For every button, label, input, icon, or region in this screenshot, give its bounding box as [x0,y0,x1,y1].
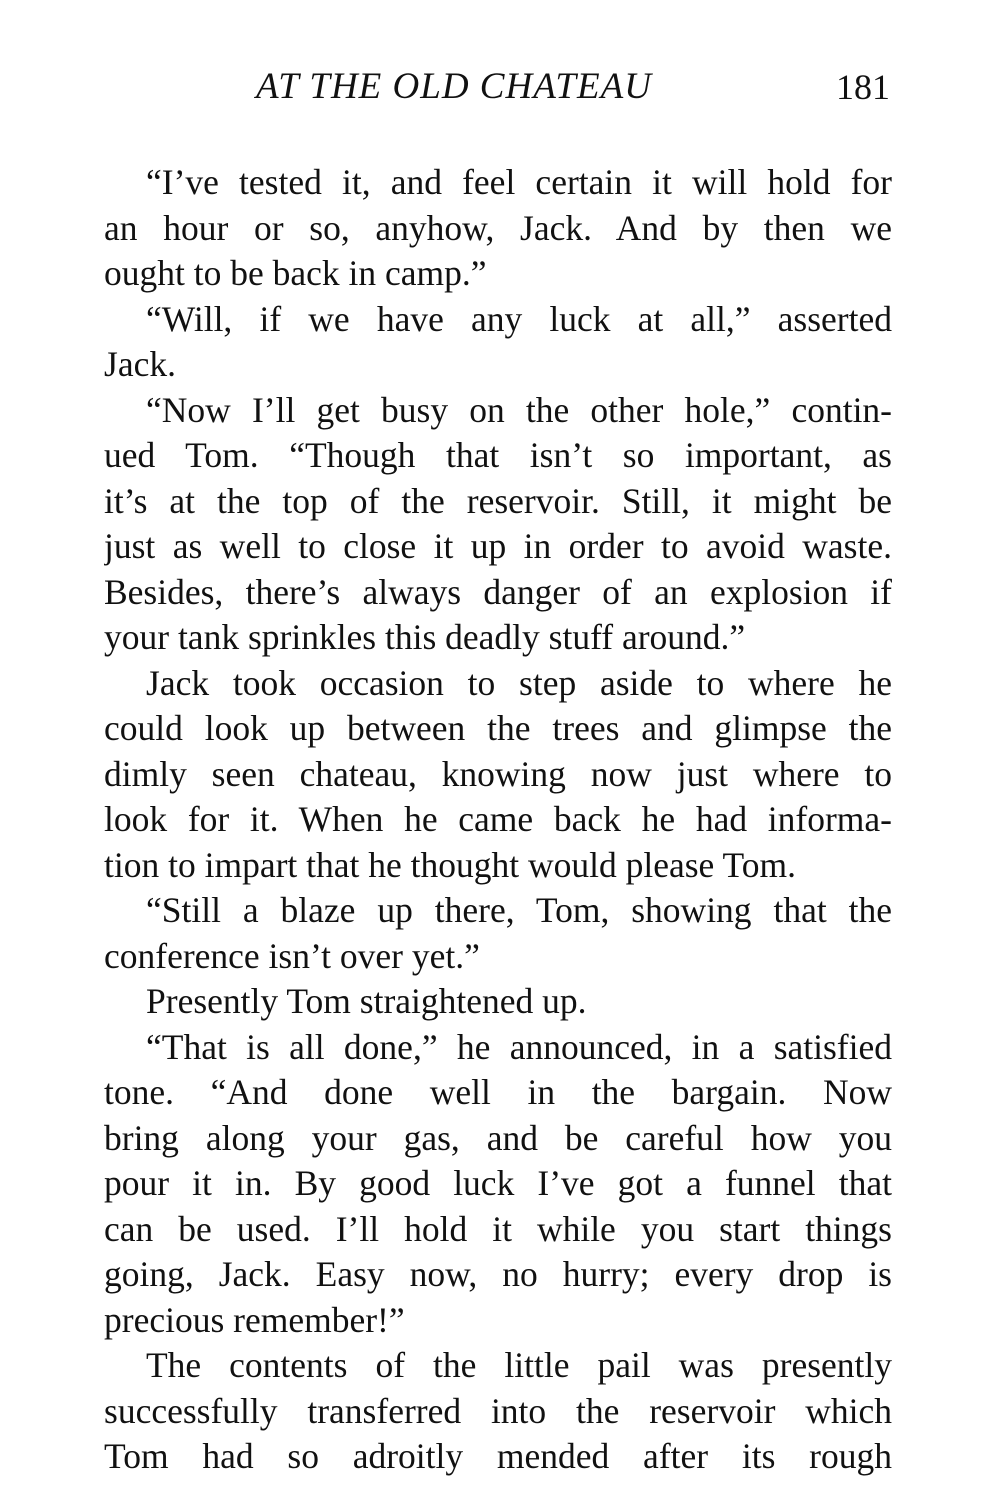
running-head: AT THE OLD CHATEAU [256,66,652,107]
text-line: ued Tom. “Though that isn’t so important, as [104,435,892,475]
text-line: could look up between the trees and glimpse the [104,708,892,748]
text-line: Besides, there’s always danger of an explosion if [104,571,892,612]
text-line: just as well to close it up in order to avoid waste. [104,526,892,566]
text-line: precious remember!” [104,1299,405,1340]
body-text [104,160,892,1480]
text-line: Jack. [104,344,176,384]
text-line: successfully transferred into the reservoir which [104,1390,892,1431]
text-line: ought to be back in camp.” [104,253,487,293]
text-line: “Will, if we have any luck at all,” asserted [146,298,892,339]
text-line: Jack took occasion to step aside to where he [146,662,892,703]
text-line: tone. “And done well in the bargain. Now [104,1072,892,1112]
page-header [104,62,890,112]
text-line: your tank sprinkles this deadly stuff around.” [104,617,746,657]
text-line: “Now I’ll get busy on the other hole,” contin- [146,389,892,430]
text-line: look for it. When he came back he had informa- [104,799,892,839]
text-line: can be used. I’ll hold it while you start things [104,1208,892,1249]
text-line: going, Jack. Easy now, no hurry; every drop is [104,1254,892,1294]
text-line: The contents of the little pail was presently [146,1345,892,1385]
text-line: “That is all done,” he announced, in a satisfied [146,1026,892,1067]
text-line: pour it in. By good luck I’ve got a funnel that [104,1163,892,1203]
text-line: an hour or so, anyhow, Jack. And by then we [104,207,892,248]
text-line: “Still a blaze up there, Tom, showing that the [146,890,892,930]
text-line: it’s at the top of the reservoir. Still, it might be [104,480,892,521]
text-line: Tom had so adroitly mended after its rough [104,1436,892,1476]
text-line: dimly seen chateau, knowing now just where to [104,753,892,794]
text-line: Presently Tom straightened up. [146,981,587,1021]
text-line: “I’ve tested it, and feel certain it will hold for [146,162,892,202]
text-line: conference isn’t over yet.” [104,935,480,976]
page-number: 181 [836,67,890,107]
text-line: bring along your gas, and be careful how you [104,1117,892,1158]
text-line: tion to impart that he thought would please Tom. [104,844,796,885]
